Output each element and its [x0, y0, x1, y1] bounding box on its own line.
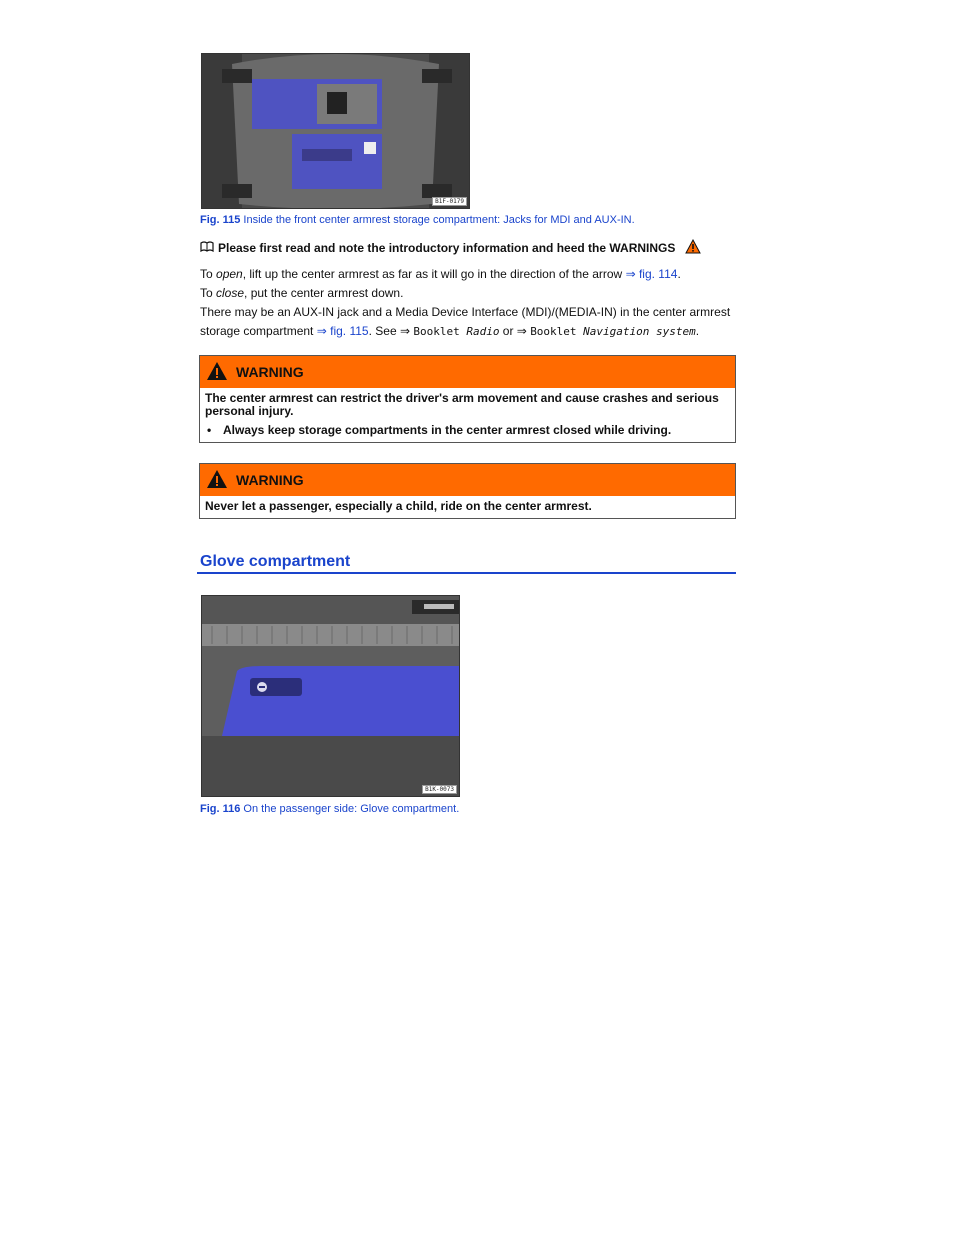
- aux-end: .: [695, 324, 700, 338]
- warning-text-2: Never let a passenger, especially a child, ride on the center armrest.: [205, 499, 592, 513]
- warning-bullet-1: [205, 424, 729, 437]
- booklet-navigation-label[interactable]: Booklet: [530, 325, 584, 338]
- figure-116-code: B1K-0073: [422, 785, 457, 794]
- close-post: , put the center armrest down.: [244, 286, 404, 300]
- aux-paragraph-line1: [200, 304, 730, 320]
- warning-body-1: [200, 388, 735, 442]
- figure-115-label: Fig. 115: [200, 214, 241, 226]
- section-title: Glove compartment: [200, 553, 351, 570]
- warning-header-2: [200, 464, 735, 496]
- open-pre: To: [200, 267, 217, 281]
- booklet-radio-label[interactable]: Booklet: [413, 325, 467, 338]
- figure-116-caption: [200, 803, 459, 815]
- warning-box-1: [199, 355, 736, 443]
- intro-line: [200, 239, 701, 257]
- close-pre: To: [200, 286, 217, 300]
- close-em: close: [216, 286, 245, 300]
- aux-line1: There may be an AUX-IN jack and a Media Device Interface (MDI)/(MEDIA-IN) in the center armrest: [200, 305, 731, 319]
- warning-box-2: [199, 463, 736, 519]
- open-paragraph: [200, 266, 681, 282]
- warning-title-2: WARNING: [236, 472, 304, 488]
- booklet-radio-title[interactable]: Radio: [466, 325, 500, 338]
- warning-text-1: The center armrest can restrict the driver's arm movement and cause crashes and serious personal injury.: [205, 391, 719, 418]
- fig-114-link[interactable]: ⇒ fig. 114: [625, 267, 678, 281]
- bullet-mark: •: [207, 423, 212, 437]
- section-divider: [197, 572, 736, 574]
- warning-icon: [206, 469, 236, 492]
- warning-header-1: [200, 356, 735, 388]
- aux-line2-pre: storage compartment: [200, 324, 317, 338]
- open-post: .: [677, 267, 681, 281]
- figure-116-text: On the passenger side: Glove compartment.: [240, 803, 460, 815]
- close-paragraph: [200, 285, 403, 301]
- figure-115-text: Inside the front center armrest storage compartment: Jacks for MDI and AUX-IN.: [240, 214, 635, 226]
- open-mid: , lift up the center armrest as far as it will go in the direction of the arrow: [242, 267, 626, 281]
- open-em: open: [216, 267, 243, 281]
- aux-line2-mid: . See ⇒: [368, 324, 414, 338]
- warning-bullet-text-1: Always keep storage compartments in the center armrest closed while driving.: [223, 423, 672, 437]
- aux-or: or ⇒: [499, 324, 531, 338]
- figure-115-code: B1F-0179: [432, 197, 467, 206]
- figure-116-image: [201, 595, 460, 797]
- figure-116-label: Fig. 116: [200, 803, 241, 815]
- warning-body-2: [200, 496, 735, 518]
- figure-115-caption: [200, 214, 635, 226]
- intro-text: Please first read and note the introductory information and heed the WARNINGS: [218, 241, 676, 255]
- warning-icon: [206, 361, 236, 384]
- warning-triangle-icon: [685, 239, 701, 257]
- aux-paragraph-line2: [200, 323, 699, 340]
- figure-115-image: [201, 53, 470, 209]
- warning-title-1: WARNING: [236, 364, 304, 380]
- booklet-navigation-title[interactable]: Navigation system: [583, 325, 696, 338]
- fig-115-link[interactable]: ⇒ fig. 115: [316, 324, 369, 338]
- book-icon: [200, 241, 214, 255]
